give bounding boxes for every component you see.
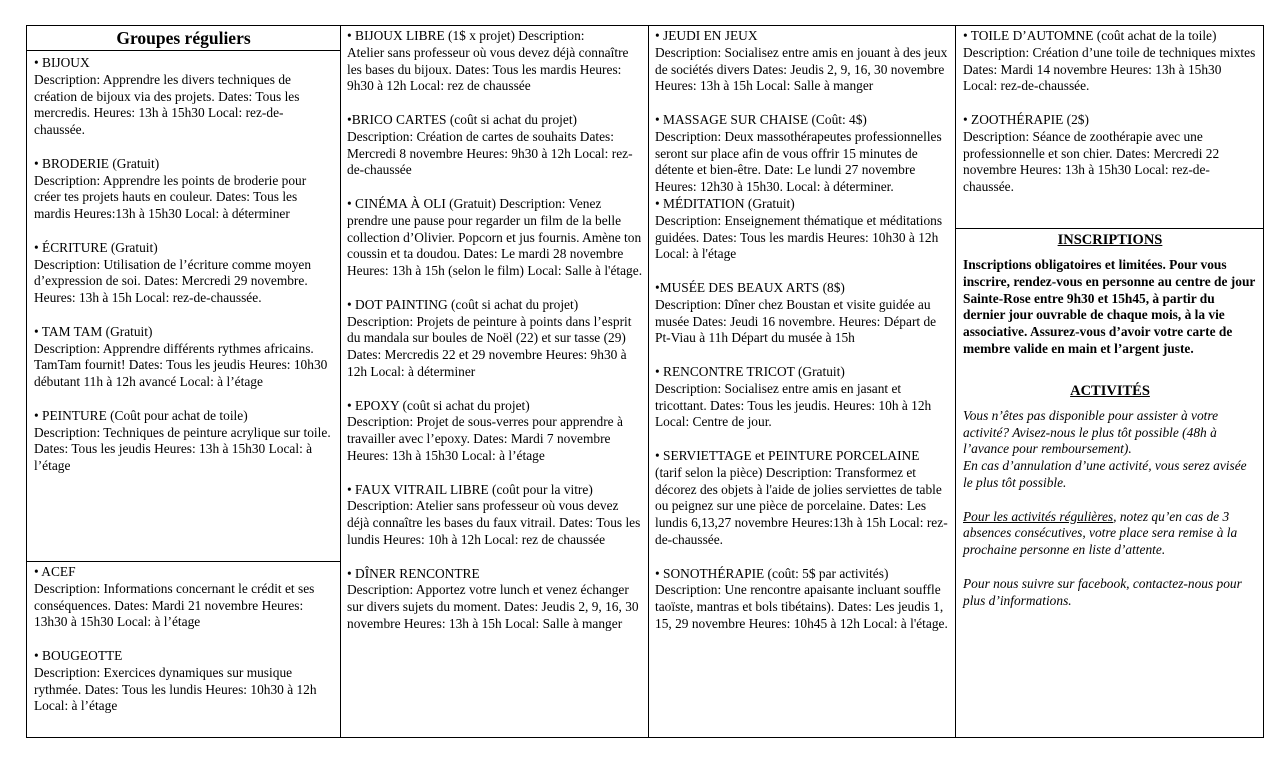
entry-massage-sur-chaise [655, 112, 950, 196]
inscriptions-text: Inscriptions obligatoires et limitées. Pour vous inscrire, rendez-vous en personne au centre de jour Sainte-Rose entre 9h30 et 15h45, à partir du dernier jour ouvrable de chaque mois, à la vie associative. Assurez-vous d’avoir votre carte de membre valide en main et l’argent juste. [963, 257, 1256, 356]
entry-heading: • RENCONTRE TRICOT (Gratuit) [655, 363, 845, 379]
entry-description: Description: Apprendre les points de broderie pour créer tes projets hauts en couleur. Dates: Tous les mardis Heures:13h à 15h30 Local: à déterminer [34, 172, 307, 222]
entry-zootherapie [963, 112, 1257, 196]
entry-heading: • DÎNER RENCONTRE [347, 565, 480, 581]
entry-heading: • MÉDITATION (Gratuit) [655, 195, 795, 211]
entry-heading: • TOILE D’AUTOMNE (coût achat de la toile) [963, 28, 1217, 43]
entry-heading: •BRICO CARTES (coût si achat du projet) [347, 111, 578, 127]
entry-description: Description: Deux massothérapeutes professionnelles seront sur place afin de vous offrir 15 minutes de détente et bien-être. Date: Le lundi 27 novembre Heures: 12h30 à 15h30. Local: à déterminer. [655, 128, 942, 195]
entry-description: Atelier sans professeur où vous devez déjà connaître les bases du bijoux. Dates: Tous les mardis Heures: 9h30 à 12h Local: rez de chaussée [347, 44, 629, 94]
column4-bottom [963, 231, 1257, 609]
title-underline [26, 50, 340, 51]
entry-description: Description: Apportez votre lunch et venez échanger sur divers sujets du moment. Dates: Jeudis 2, 9, 16, 30 novembre Heures: 13h à 15h Local: Salle à manger [347, 582, 639, 631]
entry-description: Description: Apprendre différents rythmes africains. TamTam fournit! Dates: Tous les jeudis Heures: 10h30 débutant 11h à 12h avancé Local: à l’étage [34, 340, 328, 390]
entry-faux-vitrail-libre [347, 482, 643, 549]
entry-description: Description: Enseignement thématique et méditations guidées. Dates: Tous les mardis Heures: 10h30 à 12h Local: à l'étage [655, 212, 943, 262]
entry-sonotherapie [655, 566, 950, 633]
entry-tam-tam [34, 324, 334, 391]
entry-heading: • MASSAGE SUR CHAISE (Coût: 4$) [655, 111, 867, 127]
entry-description: prendre une pause pour regarder un film de la belle collection d’Olivier. Popcorn et jus fournis. Amène ton coussin et ta doudou. Dates: Le mardi 28 novembre Heures: 13h à 15h (selon le film) Local: Salle à l'étage. [347, 212, 643, 279]
entry-bijoux [34, 55, 334, 139]
entry-description: Description: Apprendre les divers techniques de création de bijoux via des projets. Dates: Tous les mercredis. Heures: 13h à 15h30 Local: rez-de-chaussée. [34, 71, 300, 138]
column-divider-2 [648, 25, 649, 738]
entry-meditation [655, 196, 950, 263]
entry-description: Description: Exercices dynamiques sur musique rythmée. Dates: Tous les lundis Heures: 10h30 à 12h Local: à l’étage [34, 664, 317, 714]
entry-heading: • BRODERIE (Gratuit) [34, 155, 160, 171]
column-divider-1 [340, 25, 341, 738]
entry-description: Description: Socialisez entre amis en jouant à des jeux de sociétés divers Dates: Jeudis 2, 9, 16, 30 novembre Heures: 13h à 15h Local: Salle à manger [655, 44, 948, 94]
entry-ecriture [34, 240, 334, 307]
entry-description: Description: Création d’une toile de techniques mixtes Dates: Mardi 14 novembre Heures: 13h à 15h30 Local: rez-de-chaussée. [963, 44, 1256, 94]
entry-diner-rencontre [347, 566, 643, 633]
activites-paragraph-2: En cas d’annulation d’une activité, vous serez avisée le plus tôt possible. [963, 458, 1247, 490]
entry-broderie [34, 156, 334, 223]
entry-description: Description: Une rencontre apaisante incluant souffle taoïste, mantras et bols tibétains). Dates: Les jeudis 1, 15, 29 novembre Heures: 10h45 à 12h Local: à l'étage. [655, 582, 948, 631]
entry-heading: • ÉCRITURE (Gratuit) [34, 239, 158, 255]
entry-description: (tarif selon la pièce) Description: Transformez et décorez des objets à l'aide de jolies serviettes de table ou peignez sur une pièce de porcelaine. Dates: Les lundis 6,13,27 novembre Heures:13h à 15h Local: rez-de-chaussée. [655, 464, 948, 547]
activites-paragraph-4: Pour nous suivre sur facebook, contactez-nous pour plus d’informations. [963, 575, 1242, 608]
entry-heading: • TAM TAM (Gratuit) [34, 323, 153, 339]
column4-top [963, 28, 1257, 213]
entry-description: Description: Projet de sous-verres pour apprendre à travailler avec l’epoxy. Dates: Mardi 7 novembre Heures: 13h à 15h30 Local: à l’étage [347, 414, 623, 463]
entry-dot-painting [347, 297, 643, 381]
entry-description: Description: Socialisez entre amis en jasant et tricottant. Dates: Tous les jeudis. Heures: 10h à 12h Local: Centre de jour. [655, 380, 932, 430]
entry-description: Description: Atelier sans professeur où vous devez déjà connaître les bases du faux vitrail. Dates: Tous les lundis Heures: 10h à 12h Local: rez de chaussée [347, 498, 641, 547]
entry-heading: • BOUGEOTTE [34, 647, 123, 663]
entry-heading: •MUSÉE DES BEAUX ARTS (8$) [655, 279, 845, 295]
entry-heading: • BIJOUX LIBRE (1$ x projet) Description: [347, 28, 585, 43]
inscriptions-title: INSCRIPTIONS [1057, 232, 1163, 248]
activites-paragraph-3-text: , notez qu’en cas de 3 absences consécutives, votre place sera remise à la prochaine personne en liste d’attente. [963, 508, 1238, 558]
column1-row-divider [26, 561, 340, 562]
entry-description: Description: Dîner chez Boustan et visite guidée au musée Dates: Jeudi 16 novembre. Heures: Départ de Pt-Viau à 11h Départ du musée à 15h [655, 296, 937, 346]
entry-heading: • JEUDI EN JEUX [655, 28, 758, 43]
entry-peinture [34, 408, 334, 475]
entry-heading: • ZOOTHÉRAPIE (2$) [963, 111, 1089, 127]
entry-description: Description: Projets de peinture à points dans l’esprit du mandala sur boules de Noël (22) et sur tasse (29) Dates: Mercredis 22 et 29 novembre Heures: 9h30 à 12h Local: à déterminer [347, 313, 632, 379]
entry-cinema-a-oli [347, 196, 643, 280]
column1-bottom [34, 564, 334, 732]
entry-heading: • EPOXY (coût si achat du projet) [347, 397, 530, 413]
section-title-groupes-reguliers: Groupes réguliers [116, 28, 251, 48]
entry-bougeotte [34, 648, 334, 715]
entry-description: Description: Création de cartes de souhaits Dates: Mercredi 8 novembre Heures: 9h30 à 12h Local: rez-de-chaussée [347, 128, 633, 178]
entry-heading: • BIJOUX [34, 55, 90, 70]
activites-paragraph-3 [963, 509, 1257, 559]
column1-top [34, 55, 334, 492]
entry-toile-d-automne [963, 28, 1257, 95]
column3 [655, 28, 950, 649]
activites-paragraph-1: Vous n’êtes pas disponible pour assister à votre activité? Avisez-nous le plus tôt possible (48h à l’avance pour remboursement). [963, 407, 1219, 457]
entry-description: Description: Techniques de peinture acrylique sur toile. Dates: Tous les jeudis Heures: 13h à 15h30 Local: à l’étage [34, 424, 331, 474]
column4-row-divider [955, 228, 1264, 229]
entry-epoxy [347, 398, 643, 465]
column-divider-3 [955, 25, 956, 738]
activites-regulieres-underlined: Pour les activités régulières [963, 508, 1114, 524]
entry-description: Description: Utilisation de l’écriture comme moyen d’expression de soi. Dates: Mercredi 29 novembre. Heures: 13h à 15h Local: rez-de-chaussée. [34, 256, 312, 306]
entry-acef [34, 564, 334, 631]
entry-heading: • SONOTHÉRAPIE (coût: 5$ par activités) [655, 565, 889, 581]
entry-rencontre-tricot [655, 364, 950, 431]
entry-heading: • DOT PAINTING (coût si achat du projet) [347, 296, 579, 312]
activites-title: ACTIVITÉS [1070, 382, 1150, 399]
entry-heading: • SERVIETTAGE et PEINTURE PORCELAINE [655, 447, 920, 463]
entry-heading: • FAUX VITRAIL LIBRE (coût pour la vitre) [347, 481, 593, 497]
entry-brico-cartes [347, 112, 643, 179]
entry-musee-des-beaux-arts [655, 280, 950, 347]
entry-heading: • CINÉMA À OLI (Gratuit) Description: Venez [347, 195, 602, 211]
entry-heading: • ACEF [34, 564, 76, 579]
entry-description: Description: Séance de zoothérapie avec une professionnelle et son chier. Dates: Mercredi 22 novembre Heures: 13h à 15h30 Local: rez-de-chaussée. [963, 128, 1220, 195]
entry-serviettage [655, 448, 950, 549]
entry-jeudi-en-jeux [655, 28, 950, 95]
entry-description: Description: Informations concernant le crédit et ses conséquences. Dates: Mardi 21 novembre Heures: 13h30 à 15h30 Local: à l’étage [34, 580, 315, 630]
entry-heading: • PEINTURE (Coût pour achat de toile) [34, 407, 248, 423]
entry-bijoux-libre [347, 28, 643, 95]
column2 [347, 28, 643, 649]
